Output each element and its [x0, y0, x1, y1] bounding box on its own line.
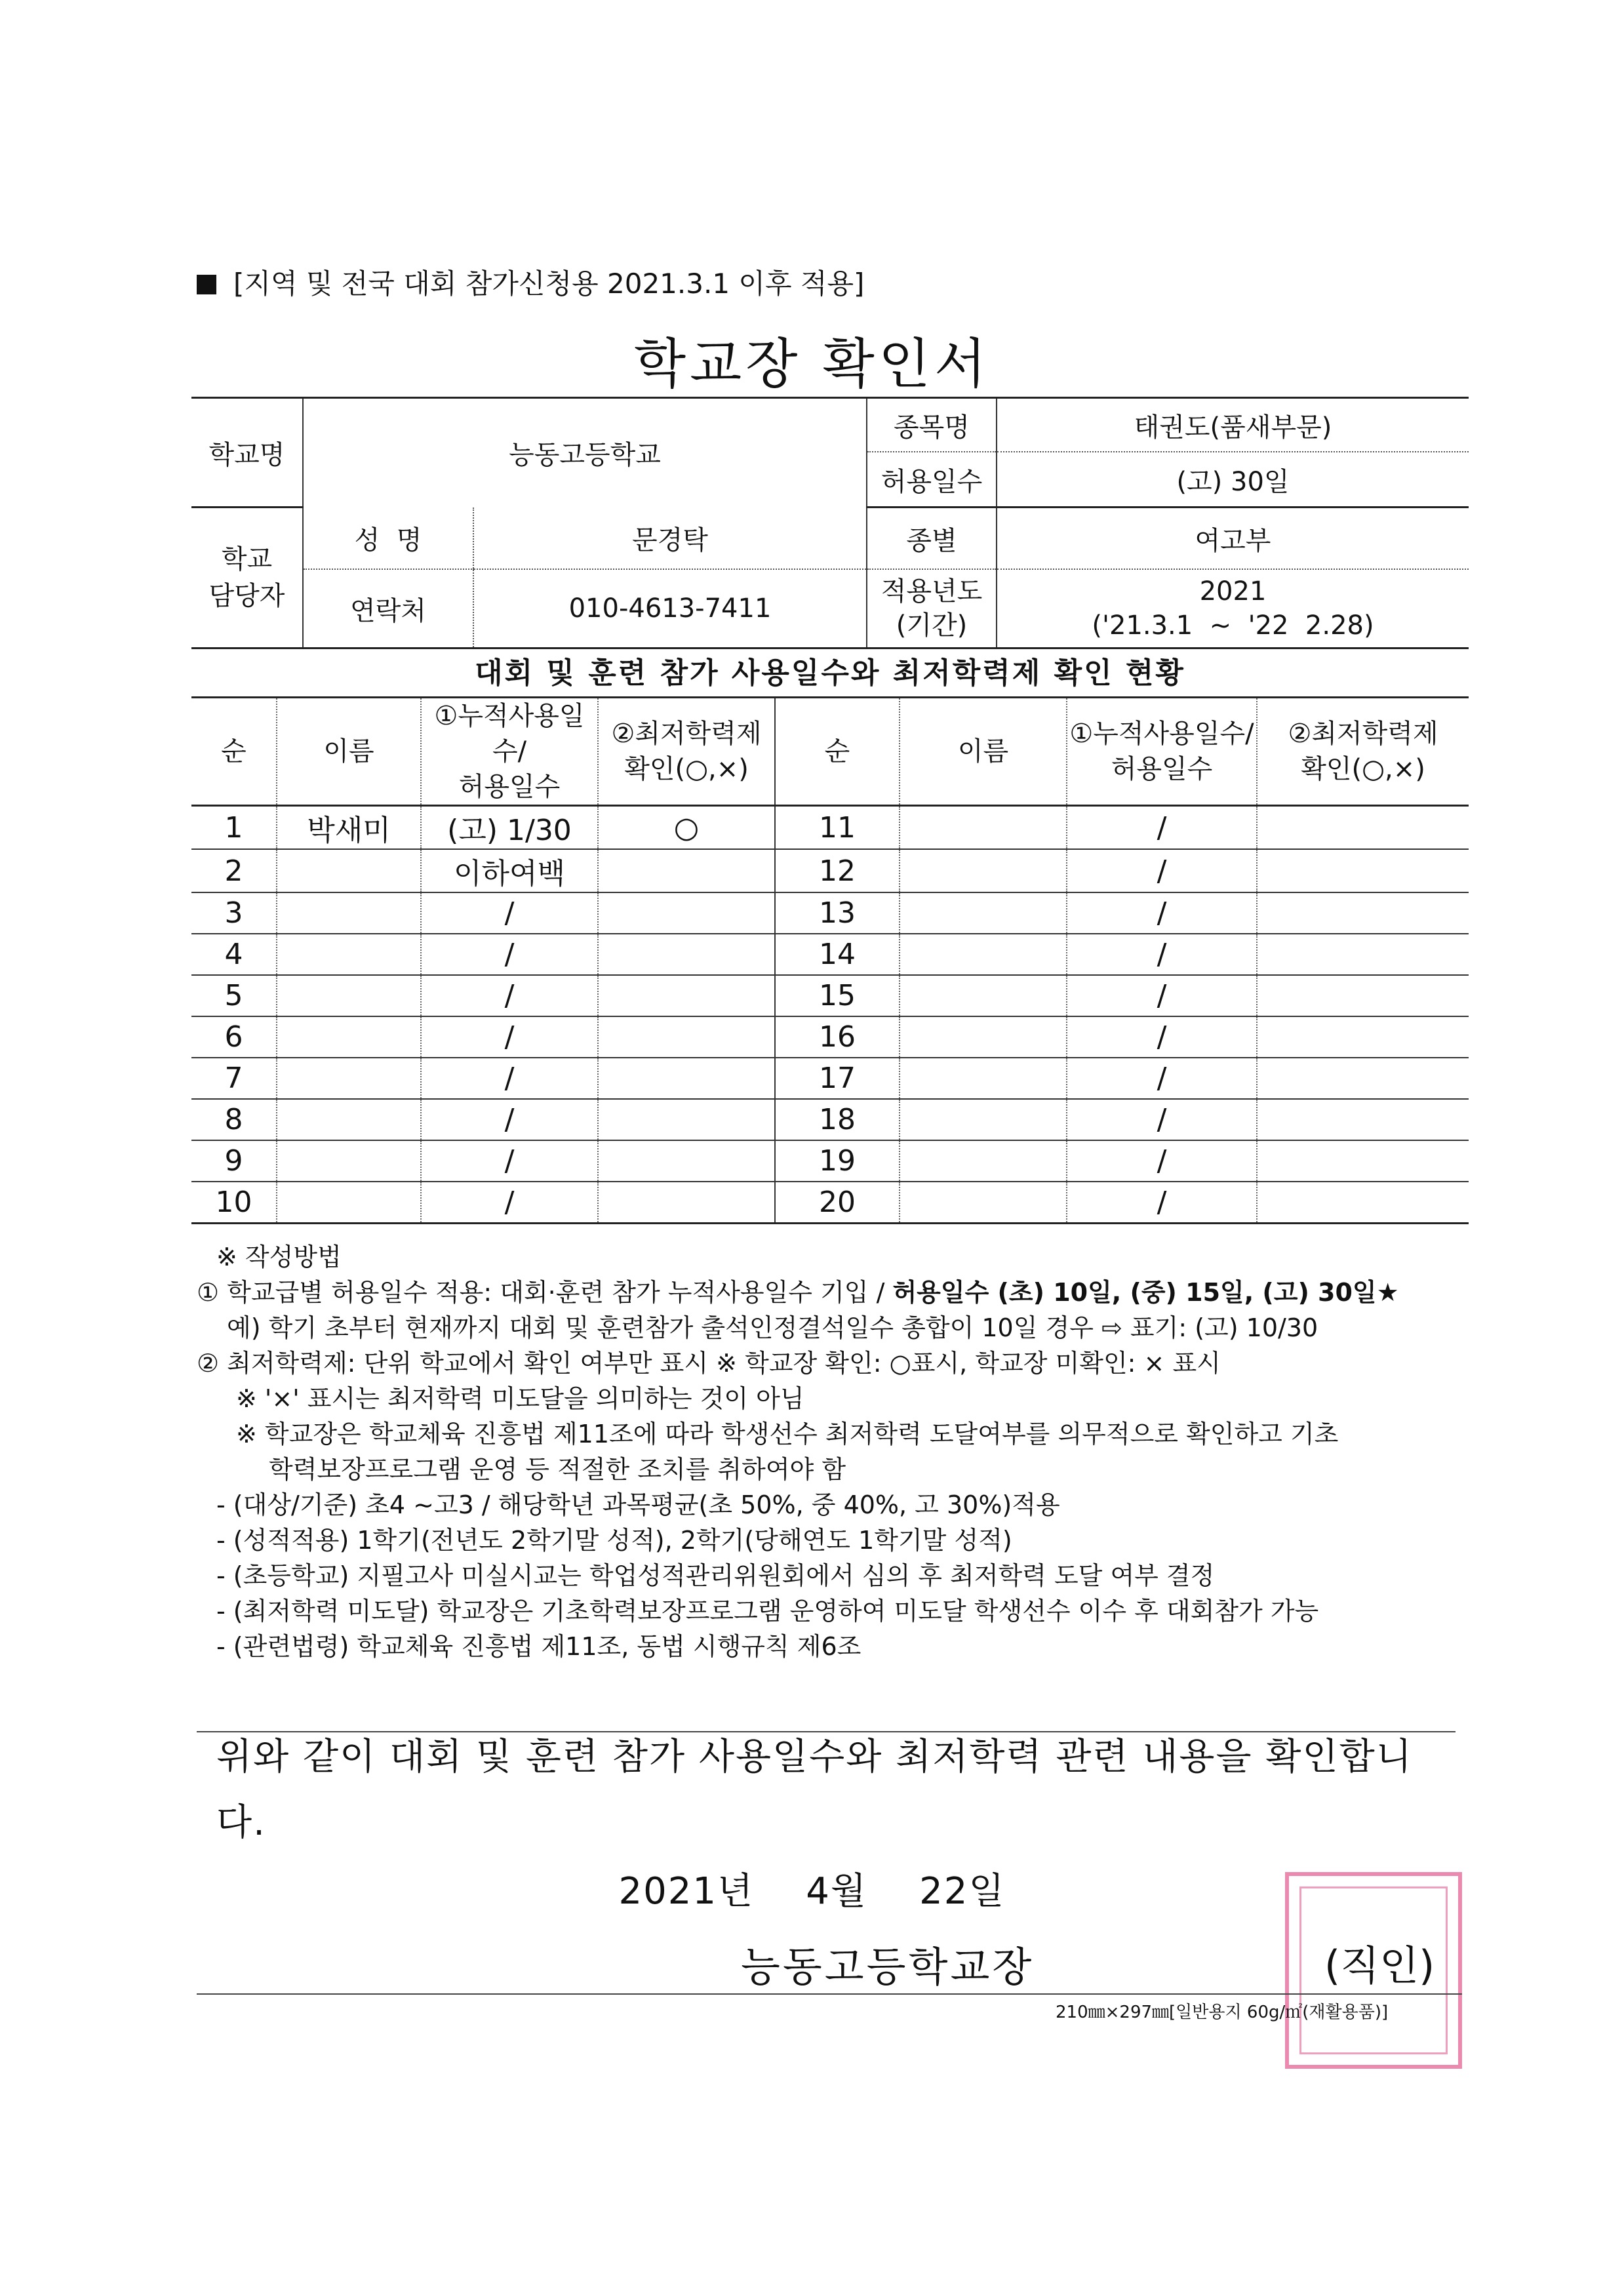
row-no: 16 — [775, 1016, 900, 1058]
row-no: 9 — [191, 1140, 277, 1182]
row-days: / — [1067, 1140, 1257, 1182]
row-no: 7 — [191, 1058, 277, 1099]
row-name — [277, 934, 421, 975]
school-name-label: 학교명 — [191, 398, 303, 508]
row-days: / — [1067, 934, 1257, 975]
notes-line: - (초등학교) 지필고사 미실시교는 학업성적관리위원회에서 심의 후 최저학력 도달 여부 결정 — [216, 1561, 1215, 1590]
event-value: 태권도(품새부문) — [997, 398, 1469, 452]
writing-instructions — [197, 1239, 1399, 1664]
row-no: 15 — [775, 975, 900, 1016]
contact-value: 010-4613-7411 — [473, 569, 867, 649]
table-row — [191, 1058, 1469, 1099]
header-cumulative: ①누적사용일수/ 허용일수 — [421, 698, 598, 806]
row-check — [598, 1140, 775, 1182]
school-name-value: 능동고등학교 — [303, 398, 867, 508]
row-check — [1257, 1099, 1469, 1140]
principal-title: 능동고등학교장 — [741, 1943, 1035, 1991]
notes-line: 예) 학기 초부터 현재까지 대회 및 훈련참가 출석인정결석일수 총합이 10일 경우 ⇨ 표기: (고) 10/30 — [227, 1313, 1318, 1342]
name-value: 문경탁 — [473, 508, 867, 570]
row-days: / — [1067, 1182, 1257, 1224]
row-check — [1257, 1182, 1469, 1224]
paper-spec: 210㎜×297㎜[일반용지 60g/㎡(재활용품)] — [1056, 2003, 1389, 2022]
table-header-row — [191, 698, 1469, 806]
row-check — [1257, 1058, 1469, 1099]
row-check — [598, 1099, 775, 1140]
row-check — [598, 1058, 775, 1099]
divider — [197, 1993, 1462, 1995]
row-check: ○ — [598, 806, 775, 850]
row-check — [598, 1182, 775, 1224]
row-name — [900, 1058, 1067, 1099]
row-name — [277, 1016, 421, 1058]
row-check — [1257, 892, 1469, 934]
category-label: 종별 — [867, 508, 997, 570]
row-days: / — [421, 934, 598, 975]
row-check — [598, 934, 775, 975]
notes-line: ② 최저학력제: 단위 학교에서 확인 여부만 표시 ※ 학교장 확인: ○표시, 학교장 미확인: × 표시 — [197, 1349, 1221, 1378]
row-no: 4 — [191, 934, 277, 975]
square-bullet-icon — [197, 275, 216, 294]
name-label: 성 명 — [303, 508, 473, 570]
row-check — [1257, 849, 1469, 892]
row-days: / — [421, 975, 598, 1016]
table-row — [191, 934, 1469, 975]
row-days: / — [1067, 806, 1257, 850]
row-check — [1257, 975, 1469, 1016]
table-row — [191, 1140, 1469, 1182]
row-no: 17 — [775, 1058, 900, 1099]
notes-line: - (관련법령) 학교체육 진흥법 제11조, 동법 시행규칙 제6조 — [216, 1632, 862, 1661]
row-days: / — [421, 1058, 598, 1099]
row-days: / — [421, 1016, 598, 1058]
seal-label: (직인) — [1324, 1942, 1435, 1989]
form-usage-note: [지역 및 전국 대회 참가신청용 2021.3.1 이후 적용] — [197, 262, 864, 302]
row-name: 박새미 — [277, 806, 421, 850]
row-name — [900, 1140, 1067, 1182]
row-check — [1257, 934, 1469, 975]
status-subtitle: 대회 및 훈련 참가 사용일수와 최저학력제 확인 현황 — [475, 656, 1185, 690]
notes-line: - (대상/기준) 초4 ~고3 / 해당학년 과목평균(초 50%, 중 40%, 고 30%)적용 — [216, 1490, 1060, 1519]
row-name — [277, 975, 421, 1016]
row-no: 10 — [191, 1182, 277, 1224]
row-check — [598, 892, 775, 934]
row-days: / — [1067, 892, 1257, 934]
notes-line: - (성적적용) 1학기(전년도 2학기말 성적), 2학기(당해연도 1학기말 성적) — [216, 1526, 1012, 1555]
row-days: / — [421, 1182, 598, 1224]
issue-date: 2021년 4월 22일 — [618, 1870, 1006, 1913]
table-row — [191, 806, 1469, 850]
table-row — [191, 1016, 1469, 1058]
allowed-days-label: 허용일수 — [867, 452, 997, 508]
row-no: 20 — [775, 1182, 900, 1224]
row-name — [277, 1182, 421, 1224]
row-days: / — [1067, 975, 1257, 1016]
row-no: 14 — [775, 934, 900, 975]
row-no: 1 — [191, 806, 277, 850]
header-order: 순 — [191, 698, 277, 806]
row-name — [900, 934, 1067, 975]
row-name — [277, 849, 421, 892]
row-name — [900, 1016, 1067, 1058]
row-name — [277, 1099, 421, 1140]
row-days: (고) 1/30 — [421, 806, 598, 850]
row-name — [900, 975, 1067, 1016]
row-no: 19 — [775, 1140, 900, 1182]
row-no: 11 — [775, 806, 900, 850]
notes-line: ※ '×' 표시는 최저학력 미도달을 의미하는 것이 아님 — [236, 1384, 804, 1413]
header-name-2: 이름 — [900, 698, 1067, 806]
row-no: 12 — [775, 849, 900, 892]
row-no: 13 — [775, 892, 900, 934]
row-name — [277, 1058, 421, 1099]
row-check — [1257, 1140, 1469, 1182]
table-row — [191, 1099, 1469, 1140]
notes-heading: ※ 작성방법 — [216, 1243, 342, 1271]
row-days: / — [421, 1099, 598, 1140]
row-no: 5 — [191, 975, 277, 1016]
row-name — [900, 1182, 1067, 1224]
notes-line: - (최저학력 미도달) 학교장은 기초학력보장프로그램 운영하여 미도달 학생선수 이수 후 대회참가 가능 — [216, 1597, 1319, 1626]
row-days: / — [1067, 1016, 1257, 1058]
notes-line: 학력보장프로그램 운영 등 적절한 조치를 취하여야 함 — [269, 1455, 846, 1484]
row-name — [900, 892, 1067, 934]
document-title: 학교장 확인서 — [633, 333, 991, 395]
year-label: 적용년도 (기간) — [867, 569, 997, 649]
row-check — [598, 1016, 775, 1058]
school-info-table — [191, 397, 1469, 649]
row-days: / — [421, 1140, 598, 1182]
event-label: 종목명 — [867, 398, 997, 452]
row-check — [1257, 806, 1469, 850]
row-no: 3 — [191, 892, 277, 934]
row-days: / — [1067, 1099, 1257, 1140]
row-days: / — [1067, 849, 1257, 892]
header-min-academic-2: ②최저학력제 확인(○,×) — [1257, 698, 1469, 806]
year-value: 2021 ('21.3.1 ~ '22 2.28) — [997, 569, 1469, 649]
row-name — [900, 849, 1067, 892]
row-name — [277, 1140, 421, 1182]
header-cumulative-2: ①누적사용일수/ 허용일수 — [1067, 698, 1257, 806]
table-row — [191, 849, 1469, 892]
category-value: 여고부 — [997, 508, 1469, 570]
row-days: 이하여백 — [421, 849, 598, 892]
row-days: / — [1067, 1058, 1257, 1099]
row-name — [277, 892, 421, 934]
confirmation-statement: 위와 같이 대회 및 훈련 참가 사용일수와 최저학력 관련 내용을 확인합니다. — [216, 1736, 1413, 1844]
row-name — [900, 806, 1067, 850]
table-row — [191, 1182, 1469, 1224]
table-row — [191, 892, 1469, 934]
row-check — [598, 975, 775, 1016]
header-min-academic: ②최저학력제 확인(○,×) — [598, 698, 775, 806]
row-no: 2 — [191, 849, 277, 892]
row-name — [900, 1099, 1067, 1140]
notes-line: ※ 학교장은 학교체육 진흥법 제11조에 따라 학생선수 최저학력 도달여부를 의무적으로 확인하고 기초 — [236, 1420, 1339, 1448]
row-no: 6 — [191, 1016, 277, 1058]
table-row — [191, 975, 1469, 1016]
header-name: 이름 — [277, 698, 421, 806]
notes-line: ① 학교급별 허용일수 적용: 대회·훈련 참가 누적사용일수 기입 / 허용일수 (초) 10일, (중) 15일, (고) 30일★ — [197, 1278, 1399, 1307]
row-check — [1257, 1016, 1469, 1058]
participation-status-table — [191, 696, 1469, 1224]
manager-label: 학교 담당자 — [191, 508, 303, 649]
row-check — [598, 849, 775, 892]
allowed-days-value: (고) 30일 — [997, 452, 1469, 508]
row-no: 8 — [191, 1099, 277, 1140]
row-days: / — [421, 892, 598, 934]
row-no: 18 — [775, 1099, 900, 1140]
header-order-2: 순 — [775, 698, 900, 806]
contact-label: 연락처 — [303, 569, 473, 649]
